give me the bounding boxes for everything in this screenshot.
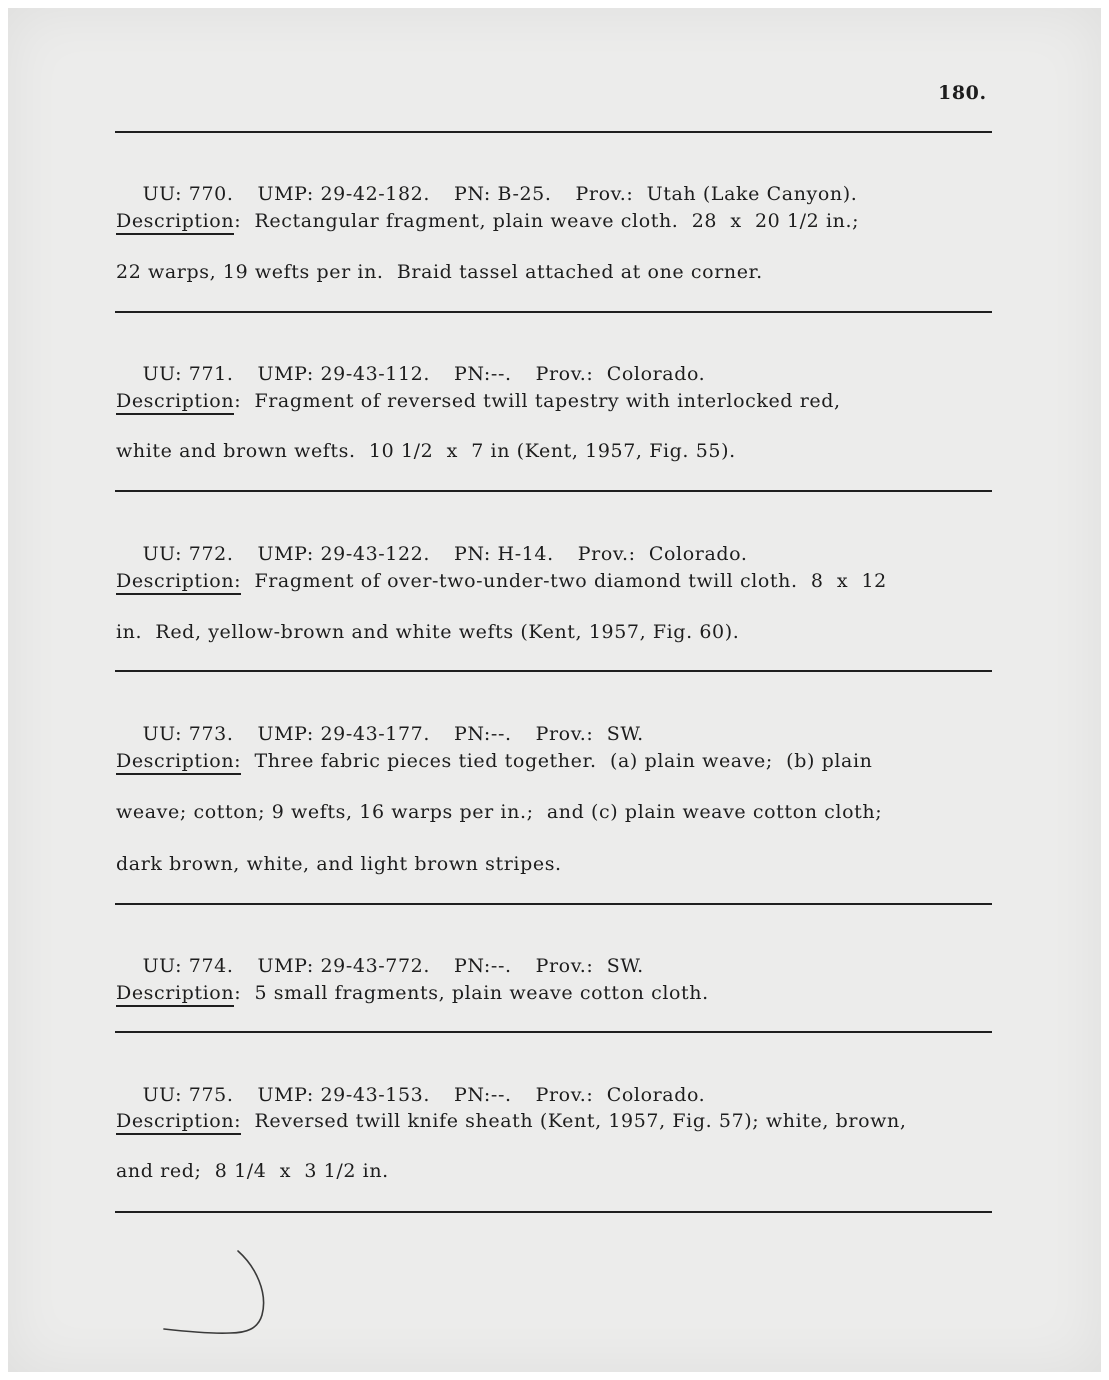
description-label: Description: xyxy=(116,570,241,595)
provenance: Prov.: SW. xyxy=(535,955,644,977)
description-label: Description xyxy=(116,210,234,235)
description-line: 22 warps, 19 wefts per in. Braid tassel attached at one corner. xyxy=(116,261,763,283)
page-number: 180. xyxy=(938,82,987,104)
uu-number: UU: 773. xyxy=(142,723,234,745)
uu-number: UU: 775. xyxy=(142,1084,234,1106)
description-line: and red; 8 1/4 x 3 1/2 in. xyxy=(116,1160,389,1182)
description-line: white and brown wefts. 10 1/2 x 7 in (Kent, 1957, Fig. 55). xyxy=(116,440,736,462)
uu-number: UU: 772. xyxy=(142,543,234,565)
pn-number: PN: H-14. xyxy=(453,543,554,565)
description-text: Reversed twill knife sheath (Kent, 1957, Fig. 57); white, brown, xyxy=(241,1110,907,1132)
provenance: Prov.: SW. xyxy=(535,723,644,745)
description-line xyxy=(116,749,873,773)
pn-number: PN: B-25. xyxy=(453,183,552,205)
uu-number: UU: 771. xyxy=(142,363,234,385)
description-line xyxy=(116,209,859,233)
description-line xyxy=(116,569,887,593)
divider-rule xyxy=(115,670,992,672)
description-text: : Rectangular fragment, plain weave cloth. 28 x 20 1/2 in.; xyxy=(234,210,860,232)
ump-number: UMP: 29-43-122. xyxy=(257,543,430,565)
ump-number: UMP: 29-42-182. xyxy=(257,183,430,205)
description-label: Description: xyxy=(116,750,241,775)
description-text: : Fragment of reversed twill tapestry with interlocked red, xyxy=(234,390,841,412)
divider-rule xyxy=(115,490,992,492)
provenance: Prov.: Colorado. xyxy=(535,363,706,385)
description-line xyxy=(116,981,709,1005)
uu-number: UU: 774. xyxy=(142,955,234,977)
ump-number: UMP: 29-43-177. xyxy=(257,723,430,745)
provenance: Prov.: Colorado. xyxy=(535,1084,706,1106)
description-line xyxy=(116,389,841,413)
description-line: in. Red, yellow-brown and white wefts (Kent, 1957, Fig. 60). xyxy=(116,621,740,643)
divider-rule xyxy=(115,131,992,133)
description-line: dark brown, white, and light brown stripes. xyxy=(116,853,562,875)
description-text: : 5 small fragments, plain weave cotton cloth. xyxy=(234,982,709,1004)
pn-number: PN:--. xyxy=(453,1084,512,1106)
description-label: Description xyxy=(116,390,234,415)
description-text: Three fabric pieces tied together. (a) plain weave; (b) plain xyxy=(241,750,873,772)
divider-rule xyxy=(115,311,992,313)
pen-mark-squiggle xyxy=(160,1245,280,1345)
divider-rule xyxy=(115,903,992,905)
uu-number: UU: 770. xyxy=(142,183,234,205)
provenance: Prov.: Utah (Lake Canyon). xyxy=(575,183,858,205)
description-label: Description: xyxy=(116,1110,241,1135)
description-line: weave; cotton; 9 wefts, 16 warps per in.; and (c) plain weave cotton cloth; xyxy=(116,801,883,823)
ump-number: UMP: 29-43-772. xyxy=(257,955,430,977)
divider-rule xyxy=(115,1031,992,1033)
divider-rule xyxy=(115,1211,992,1213)
ump-number: UMP: 29-43-112. xyxy=(257,363,430,385)
pn-number: PN:--. xyxy=(453,955,512,977)
description-label: Description xyxy=(116,982,234,1007)
pn-number: PN:--. xyxy=(453,723,512,745)
provenance: Prov.: Colorado. xyxy=(577,543,748,565)
description-text: Fragment of over-two-under-two diamond twill cloth. 8 x 12 xyxy=(241,570,887,592)
ump-number: UMP: 29-43-153. xyxy=(257,1084,430,1106)
description-line xyxy=(116,1109,906,1133)
pn-number: PN:--. xyxy=(453,363,512,385)
